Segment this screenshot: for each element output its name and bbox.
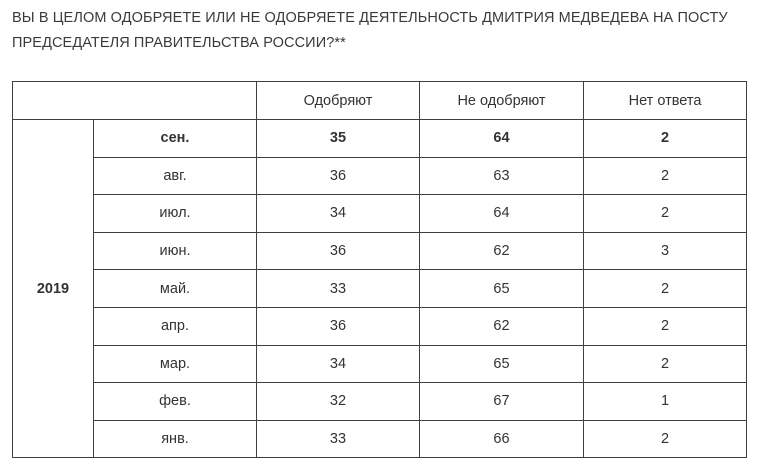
table-row: [13, 345, 747, 383]
month-cell: фев.: [94, 383, 257, 421]
no-answer-cell: 1: [584, 383, 747, 421]
disapprove-cell: 62: [420, 232, 584, 270]
no-answer-cell: 2: [584, 157, 747, 195]
month-cell: авг.: [94, 157, 257, 195]
table-row: [13, 232, 747, 270]
header-disapprove: Не одобряют: [420, 82, 584, 120]
disapprove-cell: 67: [420, 383, 584, 421]
disapprove-cell: 66: [420, 420, 584, 458]
approve-cell: 33: [257, 270, 420, 308]
no-answer-cell: 2: [584, 120, 747, 158]
no-answer-cell: 2: [584, 195, 747, 233]
no-answer-cell: 2: [584, 270, 747, 308]
table-row: [13, 307, 747, 345]
month-cell: июн.: [94, 232, 257, 270]
no-answer-cell: 3: [584, 232, 747, 270]
no-answer-cell: 2: [584, 307, 747, 345]
approve-cell: 34: [257, 195, 420, 233]
disapprove-cell: 64: [420, 195, 584, 233]
poll-question-title: ВЫ В ЦЕЛОМ ОДОБРЯЕТЕ ИЛИ НЕ ОДОБРЯЕТЕ ДЕЯТЕЛЬНОСТЬ ДМИТРИЯ МЕДВЕДЕВА НА ПОСТУ ПРЕДСЕДАТЕЛЯ ПРАВИТЕЛЬСТВА РОССИИ?**: [12, 10, 728, 51]
header-row: [13, 82, 747, 120]
approve-cell: 33: [257, 420, 420, 458]
header-no-answer: Нет ответа: [584, 82, 747, 120]
table-header: [13, 82, 747, 120]
poll-results-table: [12, 81, 747, 458]
disapprove-cell: 62: [420, 307, 584, 345]
no-answer-cell: 2: [584, 345, 747, 383]
month-cell: апр.: [94, 307, 257, 345]
table-body: [13, 120, 747, 458]
disapprove-cell: 64: [420, 120, 584, 158]
approve-cell: 35: [257, 120, 420, 158]
table-row: [13, 120, 747, 158]
month-cell: мар.: [94, 345, 257, 383]
header-approve: Одобряют: [257, 82, 420, 120]
table-row: [13, 383, 747, 421]
approve-cell: 34: [257, 345, 420, 383]
disapprove-cell: 65: [420, 345, 584, 383]
approve-cell: 36: [257, 232, 420, 270]
table-row: [13, 157, 747, 195]
month-cell: июл.: [94, 195, 257, 233]
month-cell: май.: [94, 270, 257, 308]
disapprove-cell: 65: [420, 270, 584, 308]
month-cell: сен.: [94, 120, 257, 158]
no-answer-cell: 2: [584, 420, 747, 458]
header-blank-cell: [13, 82, 257, 120]
year-cell: 2019: [13, 120, 94, 458]
table-row: [13, 420, 747, 458]
table-row: [13, 195, 747, 233]
approve-cell: 36: [257, 157, 420, 195]
approve-cell: 32: [257, 383, 420, 421]
approve-cell: 36: [257, 307, 420, 345]
month-cell: янв.: [94, 420, 257, 458]
disapprove-cell: 63: [420, 157, 584, 195]
table-row: [13, 270, 747, 308]
